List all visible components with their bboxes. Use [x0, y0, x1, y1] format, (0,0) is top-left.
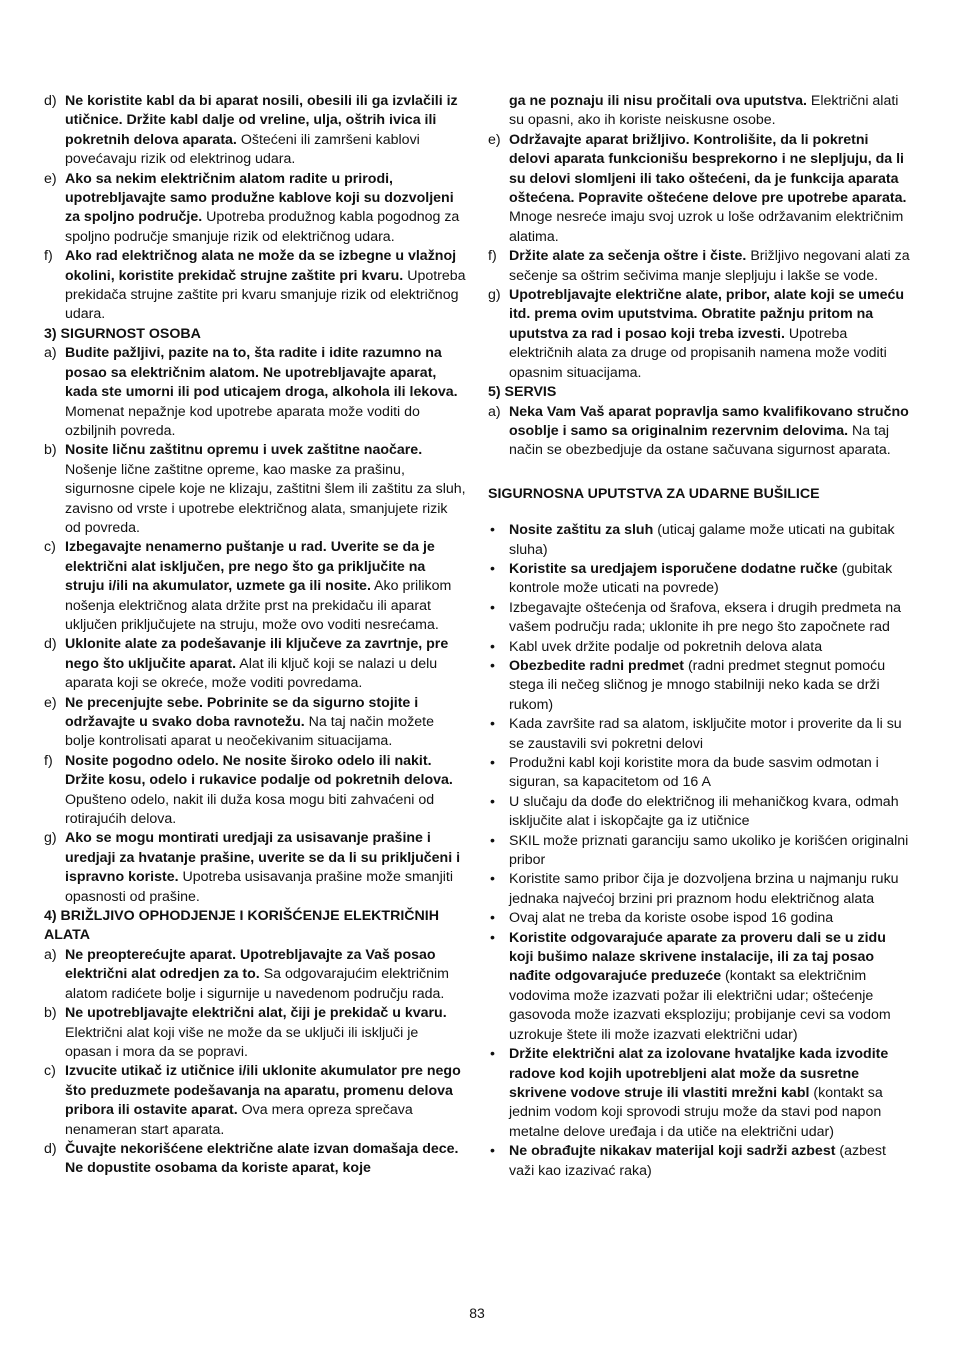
bullet-marker: •	[490, 793, 495, 810]
item-label: c)	[44, 539, 56, 556]
list-item	[44, 946, 466, 1004]
item-text: U slučaju da dođe do električnog ili mehaničkog kvara, odmah isključite alat i iskopčajte ga iz utičnice	[509, 793, 899, 830]
bullet-marker: •	[490, 910, 495, 927]
bullet-item	[488, 657, 910, 715]
bullet-item	[488, 929, 910, 1045]
bullet-marker: •	[490, 755, 495, 771]
item-label: d)	[44, 1140, 57, 1157]
bullet-marker: •	[490, 929, 495, 946]
item-bold-text: Koristite sa uredjajem isporučene dodatne ručke	[509, 560, 838, 577]
bullet-item	[488, 521, 910, 560]
item-text: Brižljivo negovani alati za sečenje sa oštrim sečivima manje slepljuju i lakše se vode.	[509, 248, 910, 284]
item-text: Oštećeni ili zamršeni kablovi povećavaju rizik od elektrinog udara.	[65, 131, 420, 168]
list-item	[44, 247, 466, 325]
item-bold-text: Ne upotrebljavajte električni alat, čiji je prekidač u kvaru.	[65, 1005, 447, 1022]
item-text: Na taj način se obezbedjuje da ostane sačuvana sigurnost aparata.	[509, 422, 891, 459]
list-item	[44, 635, 466, 693]
item-label: g)	[488, 287, 501, 304]
item-text: Ova mera opreza sprečava nenameran start aparata.	[65, 1102, 413, 1138]
list-item	[44, 92, 466, 170]
item-bold-text: Nosite zaštitu za sluh	[509, 522, 654, 539]
item-bold-text: Nosite ličnu zaštitnu opremu i uvek zaštitne naočare.	[65, 442, 423, 459]
item-bold-text: Ako sa nekim električnim alatom radite u prirodi, upotrebljavajte samo produžne kablove koji su dozvoljeni za spoljno područje.	[65, 170, 454, 226]
bullet-item	[488, 560, 910, 599]
list-item	[44, 441, 466, 538]
item-text: Momenat nepažnje kod upotrebe aparata može voditi do ozbiljnih povreda.	[65, 403, 420, 439]
bullet-marker: •	[490, 638, 495, 655]
bullet-marker: •	[490, 560, 495, 577]
item-continuation	[488, 92, 910, 131]
item-label: b)	[44, 1005, 57, 1022]
item-text: Upotreba prekidača strujne zaštite pri kvaru smanjuje rizik od električnog udara.	[65, 267, 466, 323]
bullet-item	[488, 754, 910, 793]
item-bold-text: Čuvajte nekorišćene električne alate izvan domašaja dece. Ne dopustite osobama da koriste aparat, koje	[65, 1140, 459, 1177]
item-label: e)	[488, 131, 501, 148]
item-bold-text: Ako rad električnog alata ne može da se izbegne u vlažnoj okolini, koristite prekidač strujne zaštite pri kvaru.	[65, 248, 457, 284]
item-bold-text: Izbegavajte nenamerno puštanje u rad. Uverite se da je električni alat isključen, pre nego što ga priključite na struju i/ili na akumulator, uzmete ga ili nosite.	[65, 539, 435, 595]
item-text: (radni predmet stegnut pomoću stega ili nečeg sličnog je mnogo stabilniji neko kada se drži rukom)	[509, 657, 886, 713]
bullet-item	[488, 870, 910, 909]
item-label: d)	[44, 93, 57, 109]
bullet-item	[488, 1142, 910, 1181]
item-text: Ovaj alat ne treba da koriste osobe ispod 16 godina	[509, 910, 834, 927]
item-text: Električni alat koji više ne može da se uključi ili isključi je opasan i mora da se popravi.	[65, 1024, 419, 1060]
item-bold-text: Uklonite alate za podešavanje ili ključeve za zavrtnje, pre nego što uključite aparat.	[65, 636, 449, 672]
item-label: f)	[44, 248, 53, 265]
item-text: Koristite samo pribor čija je dozvoljena brzina u najmanju ruku jednaka najvećoj brzini pri praznom hodu električnog alata	[509, 871, 899, 907]
item-bold-text: Držite alate za sečenja oštre i čiste.	[509, 248, 747, 265]
bullet-marker: •	[490, 657, 495, 674]
item-text: Mnoge nesreće imaju svoj uzrok u loše održavanim električnim alatima.	[509, 209, 904, 245]
bullet-marker: •	[490, 1143, 495, 1160]
list-item	[44, 752, 466, 830]
item-bold-text: Ne koristite kabl da bi aparat nosili, obesili ili ga izvlačili iz utičnice. Držite kabl dalje od vreline, ulja, oštrih ivica ili pokretnih delova aparata.	[65, 93, 458, 148]
item-bold-text: Održavajte aparat brižljivo. Kontrolišite, da li pokretni delovi aparata funkcionišu besprekorno i ne slepljuju, da li su delovi slomljeni ili tako oštećeni, da je funkcija aparata oštećena. Popravite oštećene delove pre upotrebe aparata.	[509, 131, 907, 207]
list-item	[44, 538, 466, 635]
list-item	[488, 286, 910, 383]
bullet-marker: •	[490, 522, 495, 539]
item-text: Električni alati su opasni, ako ih koriste neiskusne osobe.	[509, 93, 899, 129]
item-bold-text: Neka Vam Vaš aparat popravlja samo kvalifikovano stručno osoblje i samo sa originalnim rezervnim delovima.	[509, 403, 909, 439]
bullet-marker: •	[490, 716, 495, 733]
item-bold-text: Ne preopterećujte aparat. Upotrebljavajte za Vaš posao električni alat odredjen za to.	[65, 946, 436, 983]
item-text: (gubitak kontrole može uticati na povrede)	[509, 560, 893, 597]
item-label: e)	[44, 694, 57, 711]
list-item	[44, 694, 466, 752]
item-bold-text: Koristite odgovarajuće aparate za proveru dali se u zidu koji bušimo nalaze skrivene instalacije, ili za taj posao nađite odgovarajuće preduzeće	[509, 929, 886, 985]
item-text: Sa odgovarajućim električnim alatom radićete bolje i sigurnije u navedenom području rada.	[65, 966, 449, 1002]
list-item	[44, 170, 466, 248]
bullet-item	[488, 599, 910, 638]
item-label: a)	[488, 403, 501, 420]
item-label: a)	[44, 345, 57, 362]
list-item	[44, 1004, 466, 1062]
list-item	[488, 247, 910, 286]
bullet-marker: •	[490, 832, 495, 849]
item-bold-text: Upotrebljavajte električne alate, pribor, alate koji se umeću itd. prema ovim uputstvima. Obratite pažnju pritom na uputstva za rad i posao koji treba izvesti.	[509, 287, 905, 342]
item-label: f)	[488, 248, 497, 265]
item-label: g)	[44, 830, 57, 847]
section-heading: 3) SIGURNOST OSOBA	[44, 325, 201, 342]
item-text: (uticaj galame može uticati na gubitak sluha)	[509, 522, 895, 558]
page-number: 83	[469, 1305, 485, 1321]
item-text: (azbest važi kao izazivać raka)	[509, 1143, 886, 1179]
item-text: Opušteno odelo, nakit ili duža kosa mogu biti zahvaćeni od rotirajućih delova.	[65, 791, 435, 828]
item-text: Upotreba produžnog kabla pogodnog za spoljno područje smanjuje rizik od električnog udara.	[65, 209, 460, 245]
section-heading: 5) SERVIS	[488, 384, 557, 401]
item-bold-text: Obezbedite radni predmet	[509, 657, 685, 674]
item-label: a)	[44, 946, 57, 963]
item-bold-text: ga ne poznaju ili nisu pročitali ova uputstva.	[509, 93, 807, 109]
item-bold-text: Ako se mogu montirati uredjaji za usisavanje prašine i uredjaji za hvatanje prašine, uverite se da li su priključeni i ispravno koriste.	[65, 830, 461, 886]
section-title: SIGURNOSNA UPUTSTVA ZA UDARNE BUŠILICE	[488, 485, 820, 502]
item-text: Kabl uvek držite podalje od pokretnih delova alata	[509, 638, 823, 655]
item-text: Ako prilikom nošenja električnog alata držite prst na prekidaču ili aparat uključen priključujete na struju, može ovo voditi nesrećama.	[65, 578, 452, 633]
item-label: d)	[44, 636, 57, 653]
list-item	[488, 403, 910, 461]
item-label: b)	[44, 442, 57, 459]
item-text: Nošenje lične zaštitne opreme, kao maske za prašinu, sigurnosne cipele koje ne klizaju, zaštitni šlem ili zaštitu za sluh, zavisno od vrste i upotrebe električnog alata, smanjujete rizik od povreda.	[65, 461, 466, 536]
item-bold-text: Držite električni alat za izolovane hvataljke kada izvodite radove kod kojih upotrebljeni alat može da susretne skrivene vodove struje ili vlastiti mrežni kabl	[509, 1046, 889, 1101]
bullet-marker: •	[490, 599, 495, 616]
item-text: (kontakt sa jednim vodom koji sprovodi struju može da stavi pod napon metalne delove uređaja i da utiče na električni udar)	[509, 1084, 883, 1140]
item-bold-text: Izvucite utikač iz utičnice i/ili uklonite akumulator pre nego što preduzmete podešavanja na aparatu, promenu delova pribora ili ostavite aparat.	[65, 1063, 461, 1119]
item-bold-text: Ne obrađujte nikakav materijal koji sadrži azbest	[509, 1143, 836, 1160]
bullet-marker: •	[490, 871, 495, 888]
item-text: (kontakt sa električnim vodovima može izazvati požar ili električni udar; oštećenje gasovoda može izazvati eksploziju; probijanje cevi sa vodom uzrokuje štete ili može izazvati električni udar)	[509, 968, 891, 1043]
bullet-item	[488, 793, 910, 832]
item-label: c)	[44, 1063, 56, 1080]
item-text: SKIL može priznati garanciju samo ukoliko je korišćen originalni pribor	[509, 832, 909, 869]
item-bold-text: Ne precenjujte sebe. Pobrinite se da sigurno stojite i održavajte u svako doba ravnotežu.	[65, 694, 419, 730]
item-bold-text: Nosite pogodno odelo. Ne nosite široko odelo ili nakit. Držite kosu, odelo i rukavice podalje od pokretnih delova.	[65, 752, 453, 789]
bullet-item	[488, 1045, 910, 1142]
item-label: f)	[44, 752, 53, 769]
item-text: Izbegavajte oštećenja od šrafova, eksera i drugih predmeta na vašem području rada; uklonite ih pre nego što započnete rad	[509, 599, 901, 636]
item-text: Kada završite rad sa alatom, isključite motor i proverite da li su se zaustavili svi pokretni delovi	[509, 716, 902, 752]
bullet-item	[488, 832, 910, 871]
item-text: Alat ili ključ koji se nalazi u delu aparata koji se okreće, može voditi povredama.	[65, 655, 438, 692]
bullet-marker: •	[490, 1046, 495, 1063]
list-item	[44, 344, 466, 441]
bullet-item	[488, 638, 910, 657]
item-text: Upotreba električnih alata za druge od propisanih namena može voditi opasnim situacijama.	[509, 325, 887, 381]
item-label: e)	[44, 170, 57, 187]
list-item	[44, 829, 466, 907]
item-text: Na taj način možete bolje kontrolisati aparat u neočekivanim situacijama.	[65, 714, 435, 750]
left-column	[44, 92, 466, 1179]
section-spacer	[488, 461, 910, 478]
list-item	[44, 1140, 466, 1179]
right-column	[488, 92, 910, 1181]
list-item	[44, 1062, 466, 1140]
list-item	[488, 131, 910, 247]
bullet-item	[488, 715, 910, 754]
bullet-item	[488, 909, 910, 928]
item-text: Upotreba usisavanja prašine može smanjiti opasnosti od prašine.	[65, 869, 453, 905]
section-heading: 4) BRIŽLJIVO OPHODJENJE I KORIŠĆENJE ELEKTRIČNIH ALATA	[44, 908, 439, 944]
item-bold-text: Budite pažljivi, pazite na to, šta radite i idite razumno na posao sa električnim alatom. Ne upotrebljavajte aparat, kada ste umorni ili pod uticajem droga, alkohola ili lekova.	[65, 345, 458, 401]
item-text: Produžni kabl koji koristite mora da bude sasvim odmotan i siguran, sa kapacitetom od 16 A	[509, 755, 879, 791]
